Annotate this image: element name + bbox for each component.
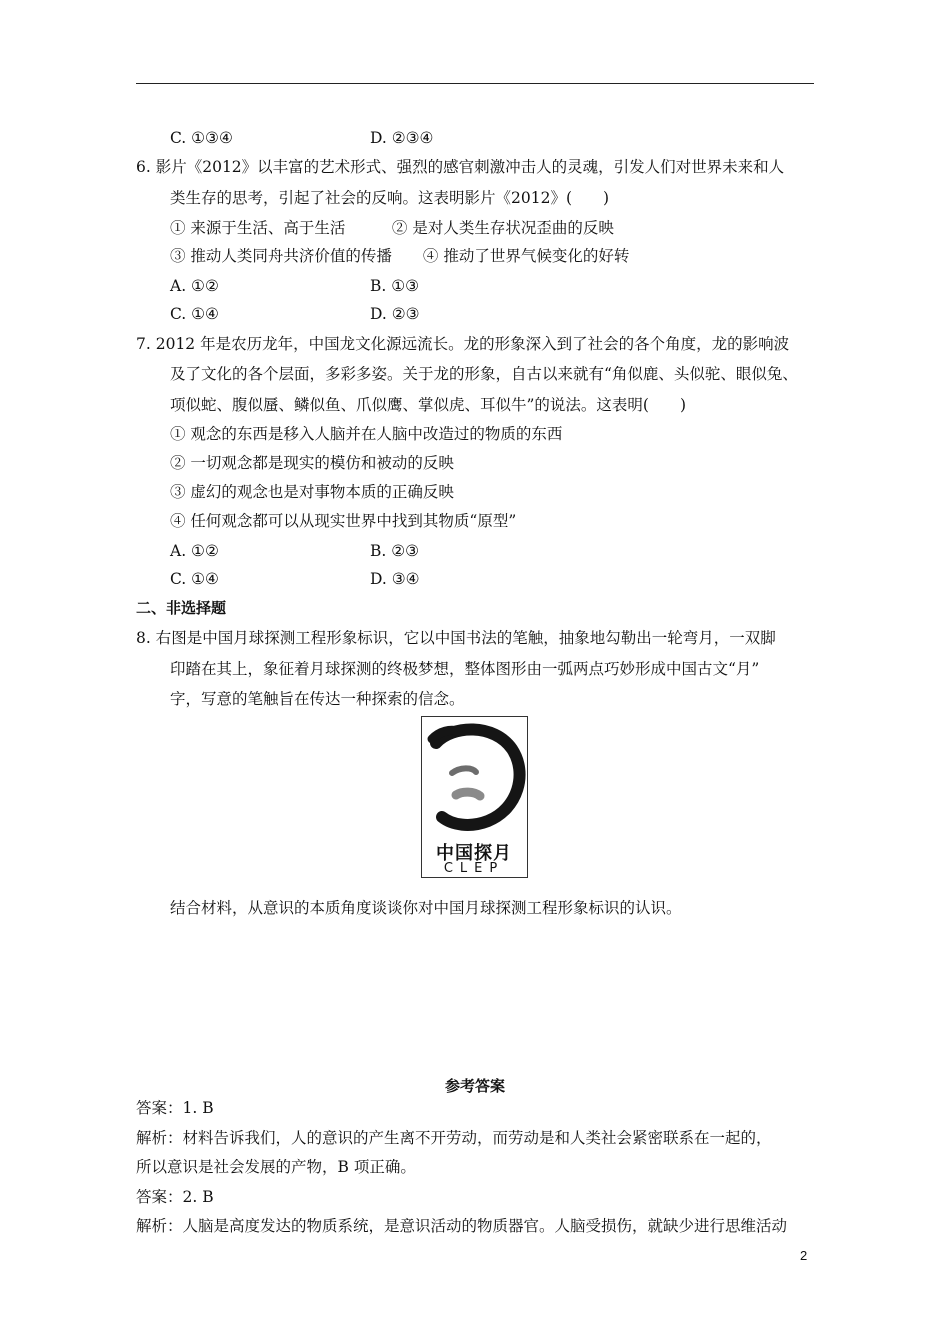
q8-stem-line1: 8. 右图是中国月球探测工程形象标识，它以中国书法的笔触，抽象地勾勒出一轮弯月，一双脚 [136, 629, 776, 647]
header-rule [136, 83, 814, 84]
q7-stem-line3: 项似蛇、腹似蜃、鳞似鱼、爪似鹰、掌似虎、耳似牛”的说法。这表明( ) [170, 396, 687, 414]
answers-title: 参考答案 [444, 1077, 505, 1095]
explanation-1-line2: 所以意识是社会发展的产物，B 项正确。 [136, 1158, 416, 1176]
q8-stem-line2: 印踏在其上，象征着月球探测的终极梦想，整体图形由一弧两点巧妙形成中国古文“月” [170, 660, 760, 678]
q7-option-c: C. ①④ [170, 570, 219, 588]
q6-option-b: B. ①③ [370, 277, 420, 295]
q6-stem-line1: 6. 影片《2012》以丰富的艺术形式、强烈的感官刺激冲击人的灵魂，引发人们对世界未来和人 [136, 158, 785, 176]
q7-option-a: A. ①② [170, 542, 219, 560]
q6-option-d: D. ②③ [370, 305, 420, 323]
q7-option-d: D. ③④ [370, 570, 420, 588]
moon-brushstroke-icon [422, 717, 526, 837]
q7-statement-1: ① 观念的东西是移入人脑并在人脑中改造过的物质的东西 [170, 425, 563, 443]
q5-option-d: D. ②③④ [370, 129, 434, 147]
logo-english-text: CLEP [443, 861, 505, 876]
q7-statement-2: ② 一切观念都是现实的模仿和被动的反映 [170, 454, 454, 472]
q7-stem-line1: 7. 2012 年是农历龙年，中国龙文化源远流长。龙的形象深入到了社会的各个角度，龙的影响波 [136, 335, 790, 353]
q8-prompt: 结合材料，从意识的本质角度谈谈你对中国月球探测工程形象标识的认识。 [170, 899, 682, 917]
explanation-2-line1: 解析：人脑是高度发达的物质系统，是意识活动的物质器官。人脑受损伤，就缺少进行思维活动 [136, 1217, 788, 1235]
q6-statements-1-2: ① 来源于生活、高于生活 ② 是对人类生存状况歪曲的反映 [170, 219, 614, 237]
q6-stem-line2: 类生存的思考，引起了社会的反响。这表明影片《2012》( ) [170, 189, 610, 207]
q7-option-b: B. ②③ [370, 542, 420, 560]
q6-option-a: A. ①② [170, 277, 219, 295]
q6-option-c: C. ①④ [170, 305, 219, 323]
clep-logo-figure [421, 716, 528, 878]
q5-option-c: C. ①③④ [170, 129, 233, 147]
q7-statement-3: ③ 虚幻的观念也是对事物本质的正确反映 [170, 483, 454, 501]
explanation-1-line1: 解析：材料告诉我们，人的意识的产生离不开劳动，而劳动是和人类社会紧密联系在一起的， [136, 1129, 772, 1147]
section-heading-non-choice: 二、非选择题 [136, 599, 227, 617]
logo-chinese-text: 中国探月 [436, 843, 512, 864]
q7-stem-line2: 及了文化的各个层面，多彩多姿。关于龙的形象，自古以来就有“角似鹿、头似驼、眼似兔、 [170, 365, 798, 383]
page-number: 2 [800, 1248, 808, 1263]
q8-stem-line3: 字，写意的笔触旨在传达一种探索的信念。 [170, 690, 465, 708]
q7-statement-4: ④ 任何观念都可以从现实世界中找到其物质“原型” [170, 512, 517, 530]
q6-statements-3-4: ③ 推动人类同舟共济价值的传播 ④ 推动了世界气候变化的好转 [170, 247, 630, 265]
answer-2: 答案：2. B [136, 1188, 214, 1206]
answer-1: 答案：1. B [136, 1099, 214, 1117]
